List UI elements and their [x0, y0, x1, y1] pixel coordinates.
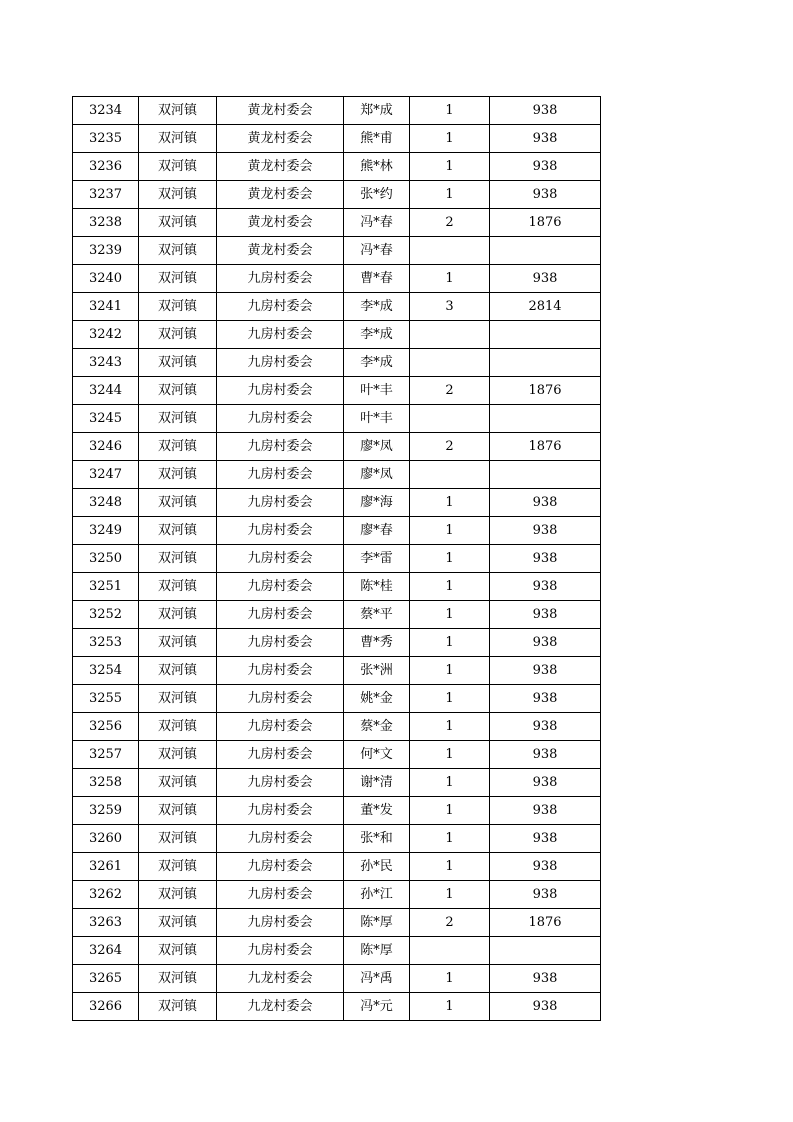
count-cell: 2	[410, 909, 490, 937]
name-cell: 廖*春	[344, 517, 410, 545]
table-row	[73, 97, 601, 125]
count-cell: 1	[410, 741, 490, 769]
village-committee-cell: 黄龙村委会	[217, 125, 344, 153]
village-committee-cell: 九房村委会	[217, 433, 344, 461]
name-cell: 冯*元	[344, 993, 410, 1021]
amount-cell: 938	[490, 825, 601, 853]
name-cell: 孙*江	[344, 881, 410, 909]
town-cell: 双河镇	[139, 97, 217, 125]
amount-cell: 1876	[490, 433, 601, 461]
row-number-cell: 3234	[73, 97, 139, 125]
town-cell: 双河镇	[139, 937, 217, 965]
count-cell: 1	[410, 125, 490, 153]
count-cell	[410, 349, 490, 377]
amount-cell: 938	[490, 181, 601, 209]
amount-cell: 938	[490, 741, 601, 769]
town-cell: 双河镇	[139, 657, 217, 685]
count-cell: 1	[410, 517, 490, 545]
name-cell: 李*成	[344, 293, 410, 321]
name-cell: 廖*凤	[344, 433, 410, 461]
count-cell	[410, 937, 490, 965]
count-cell: 3	[410, 293, 490, 321]
table-row	[73, 881, 601, 909]
village-committee-cell: 九房村委会	[217, 685, 344, 713]
row-number-cell: 3265	[73, 965, 139, 993]
count-cell	[410, 237, 490, 265]
count-cell: 1	[410, 685, 490, 713]
table-row	[73, 685, 601, 713]
village-committee-cell: 九房村委会	[217, 601, 344, 629]
table-row	[73, 769, 601, 797]
name-cell: 李*成	[344, 321, 410, 349]
row-number-cell: 3235	[73, 125, 139, 153]
count-cell: 1	[410, 825, 490, 853]
village-committee-cell: 九房村委会	[217, 293, 344, 321]
town-cell: 双河镇	[139, 685, 217, 713]
town-cell: 双河镇	[139, 489, 217, 517]
table-row	[73, 601, 601, 629]
row-number-cell: 3254	[73, 657, 139, 685]
amount-cell: 938	[490, 853, 601, 881]
table-row	[73, 377, 601, 405]
table-row	[73, 713, 601, 741]
village-committee-cell: 九房村委会	[217, 349, 344, 377]
village-committee-cell: 九房村委会	[217, 853, 344, 881]
amount-cell: 938	[490, 965, 601, 993]
count-cell: 1	[410, 993, 490, 1021]
row-number-cell: 3243	[73, 349, 139, 377]
table-row	[73, 937, 601, 965]
village-committee-cell: 九房村委会	[217, 265, 344, 293]
table-row	[73, 349, 601, 377]
name-cell: 谢*清	[344, 769, 410, 797]
town-cell: 双河镇	[139, 293, 217, 321]
row-number-cell: 3241	[73, 293, 139, 321]
name-cell: 陈*厚	[344, 909, 410, 937]
row-number-cell: 3262	[73, 881, 139, 909]
table-row	[73, 797, 601, 825]
table-row	[73, 965, 601, 993]
town-cell: 双河镇	[139, 321, 217, 349]
town-cell: 双河镇	[139, 181, 217, 209]
row-number-cell: 3244	[73, 377, 139, 405]
town-cell: 双河镇	[139, 601, 217, 629]
row-number-cell: 3261	[73, 853, 139, 881]
row-number-cell: 3247	[73, 461, 139, 489]
town-cell: 双河镇	[139, 405, 217, 433]
amount-cell: 938	[490, 657, 601, 685]
count-cell: 1	[410, 153, 490, 181]
amount-cell	[490, 321, 601, 349]
table-row	[73, 181, 601, 209]
count-cell: 2	[410, 433, 490, 461]
name-cell: 冯*禹	[344, 965, 410, 993]
row-number-cell: 3239	[73, 237, 139, 265]
row-number-cell: 3260	[73, 825, 139, 853]
town-cell: 双河镇	[139, 797, 217, 825]
row-number-cell: 3240	[73, 265, 139, 293]
row-number-cell: 3253	[73, 629, 139, 657]
row-number-cell: 3252	[73, 601, 139, 629]
name-cell: 张*和	[344, 825, 410, 853]
town-cell: 双河镇	[139, 853, 217, 881]
name-cell: 冯*春	[344, 209, 410, 237]
count-cell: 1	[410, 769, 490, 797]
count-cell	[410, 461, 490, 489]
name-cell: 廖*凤	[344, 461, 410, 489]
town-cell: 双河镇	[139, 769, 217, 797]
village-committee-cell: 九房村委会	[217, 573, 344, 601]
town-cell: 双河镇	[139, 153, 217, 181]
table-row	[73, 321, 601, 349]
amount-cell	[490, 237, 601, 265]
table-row	[73, 293, 601, 321]
row-number-cell: 3259	[73, 797, 139, 825]
name-cell: 李*成	[344, 349, 410, 377]
table-row	[73, 265, 601, 293]
amount-cell: 938	[490, 629, 601, 657]
count-cell: 1	[410, 573, 490, 601]
count-cell: 1	[410, 265, 490, 293]
table-row	[73, 517, 601, 545]
count-cell: 1	[410, 713, 490, 741]
town-cell: 双河镇	[139, 881, 217, 909]
village-committee-cell: 九房村委会	[217, 881, 344, 909]
row-number-cell: 3245	[73, 405, 139, 433]
name-cell: 熊*林	[344, 153, 410, 181]
name-cell: 叶*丰	[344, 377, 410, 405]
name-cell: 董*发	[344, 797, 410, 825]
table-row	[73, 153, 601, 181]
village-committee-cell: 九房村委会	[217, 909, 344, 937]
count-cell: 1	[410, 545, 490, 573]
name-cell: 姚*金	[344, 685, 410, 713]
village-committee-cell: 九龙村委会	[217, 993, 344, 1021]
row-number-cell: 3266	[73, 993, 139, 1021]
name-cell: 陈*厚	[344, 937, 410, 965]
table-row	[73, 993, 601, 1021]
town-cell: 双河镇	[139, 433, 217, 461]
name-cell: 孙*民	[344, 853, 410, 881]
village-committee-cell: 九房村委会	[217, 517, 344, 545]
village-committee-cell: 九房村委会	[217, 321, 344, 349]
name-cell: 熊*甫	[344, 125, 410, 153]
village-committee-cell: 九房村委会	[217, 713, 344, 741]
town-cell: 双河镇	[139, 825, 217, 853]
name-cell: 何*文	[344, 741, 410, 769]
name-cell: 蔡*金	[344, 713, 410, 741]
table-body	[73, 97, 601, 1021]
village-committee-cell: 黄龙村委会	[217, 153, 344, 181]
row-number-cell: 3257	[73, 741, 139, 769]
amount-cell: 938	[490, 993, 601, 1021]
table-row	[73, 433, 601, 461]
table-row	[73, 237, 601, 265]
name-cell: 曹*秀	[344, 629, 410, 657]
table-row	[73, 489, 601, 517]
village-committee-cell: 九房村委会	[217, 769, 344, 797]
table-row	[73, 461, 601, 489]
name-cell: 陈*桂	[344, 573, 410, 601]
amount-cell: 938	[490, 517, 601, 545]
row-number-cell: 3256	[73, 713, 139, 741]
count-cell: 1	[410, 853, 490, 881]
amount-cell: 938	[490, 685, 601, 713]
table-row	[73, 657, 601, 685]
row-number-cell: 3264	[73, 937, 139, 965]
amount-cell: 938	[490, 713, 601, 741]
row-number-cell: 3237	[73, 181, 139, 209]
row-number-cell: 3258	[73, 769, 139, 797]
village-committee-cell: 九房村委会	[217, 797, 344, 825]
amount-cell: 938	[490, 125, 601, 153]
amount-cell: 938	[490, 153, 601, 181]
row-number-cell: 3248	[73, 489, 139, 517]
table-row	[73, 825, 601, 853]
count-cell: 1	[410, 965, 490, 993]
amount-cell: 938	[490, 881, 601, 909]
town-cell: 双河镇	[139, 461, 217, 489]
count-cell: 1	[410, 97, 490, 125]
amount-cell: 938	[490, 545, 601, 573]
amount-cell: 1876	[490, 209, 601, 237]
village-committee-cell: 黄龙村委会	[217, 181, 344, 209]
count-cell: 1	[410, 181, 490, 209]
row-number-cell: 3242	[73, 321, 139, 349]
count-cell: 1	[410, 657, 490, 685]
town-cell: 双河镇	[139, 573, 217, 601]
name-cell: 郑*成	[344, 97, 410, 125]
town-cell: 双河镇	[139, 349, 217, 377]
amount-cell: 938	[490, 769, 601, 797]
amount-cell: 938	[490, 797, 601, 825]
count-cell: 1	[410, 489, 490, 517]
count-cell: 1	[410, 797, 490, 825]
name-cell: 张*约	[344, 181, 410, 209]
village-committee-cell: 黄龙村委会	[217, 209, 344, 237]
amount-cell	[490, 405, 601, 433]
town-cell: 双河镇	[139, 517, 217, 545]
town-cell: 双河镇	[139, 629, 217, 657]
amount-cell: 938	[490, 573, 601, 601]
row-number-cell: 3250	[73, 545, 139, 573]
row-number-cell: 3236	[73, 153, 139, 181]
table-row	[73, 741, 601, 769]
name-cell: 叶*丰	[344, 405, 410, 433]
table-row	[73, 545, 601, 573]
village-committee-cell: 九房村委会	[217, 545, 344, 573]
count-cell: 2	[410, 209, 490, 237]
row-number-cell: 3251	[73, 573, 139, 601]
amount-cell: 938	[490, 601, 601, 629]
village-committee-cell: 九房村委会	[217, 461, 344, 489]
row-number-cell: 3238	[73, 209, 139, 237]
town-cell: 双河镇	[139, 993, 217, 1021]
row-number-cell: 3255	[73, 685, 139, 713]
village-committee-cell: 黄龙村委会	[217, 237, 344, 265]
name-cell: 廖*海	[344, 489, 410, 517]
town-cell: 双河镇	[139, 545, 217, 573]
count-cell: 1	[410, 601, 490, 629]
table-row	[73, 629, 601, 657]
count-cell	[410, 405, 490, 433]
row-number-cell: 3249	[73, 517, 139, 545]
count-cell: 1	[410, 881, 490, 909]
name-cell: 李*雷	[344, 545, 410, 573]
table-row	[73, 209, 601, 237]
count-cell	[410, 321, 490, 349]
village-committee-cell: 九房村委会	[217, 405, 344, 433]
village-committee-cell: 九房村委会	[217, 377, 344, 405]
amount-cell: 938	[490, 265, 601, 293]
name-cell: 蔡*平	[344, 601, 410, 629]
table-row	[73, 125, 601, 153]
village-committee-cell: 九龙村委会	[217, 965, 344, 993]
amount-cell: 938	[490, 97, 601, 125]
amount-cell	[490, 349, 601, 377]
name-cell: 张*洲	[344, 657, 410, 685]
amount-cell: 2814	[490, 293, 601, 321]
data-table	[72, 96, 601, 1021]
village-committee-cell: 九房村委会	[217, 629, 344, 657]
row-number-cell: 3263	[73, 909, 139, 937]
row-number-cell: 3246	[73, 433, 139, 461]
amount-cell: 1876	[490, 377, 601, 405]
town-cell: 双河镇	[139, 265, 217, 293]
amount-cell	[490, 937, 601, 965]
village-committee-cell: 九房村委会	[217, 741, 344, 769]
table-row	[73, 909, 601, 937]
table-row	[73, 405, 601, 433]
amount-cell	[490, 461, 601, 489]
town-cell: 双河镇	[139, 909, 217, 937]
town-cell: 双河镇	[139, 741, 217, 769]
town-cell: 双河镇	[139, 713, 217, 741]
name-cell: 曹*春	[344, 265, 410, 293]
table-row	[73, 853, 601, 881]
count-cell: 2	[410, 377, 490, 405]
count-cell: 1	[410, 629, 490, 657]
town-cell: 双河镇	[139, 125, 217, 153]
table-row	[73, 573, 601, 601]
village-committee-cell: 九房村委会	[217, 657, 344, 685]
town-cell: 双河镇	[139, 209, 217, 237]
village-committee-cell: 黄龙村委会	[217, 97, 344, 125]
town-cell: 双河镇	[139, 965, 217, 993]
amount-cell: 938	[490, 489, 601, 517]
village-committee-cell: 九房村委会	[217, 825, 344, 853]
town-cell: 双河镇	[139, 237, 217, 265]
village-committee-cell: 九房村委会	[217, 937, 344, 965]
amount-cell: 1876	[490, 909, 601, 937]
village-committee-cell: 九房村委会	[217, 489, 344, 517]
name-cell: 冯*春	[344, 237, 410, 265]
town-cell: 双河镇	[139, 377, 217, 405]
